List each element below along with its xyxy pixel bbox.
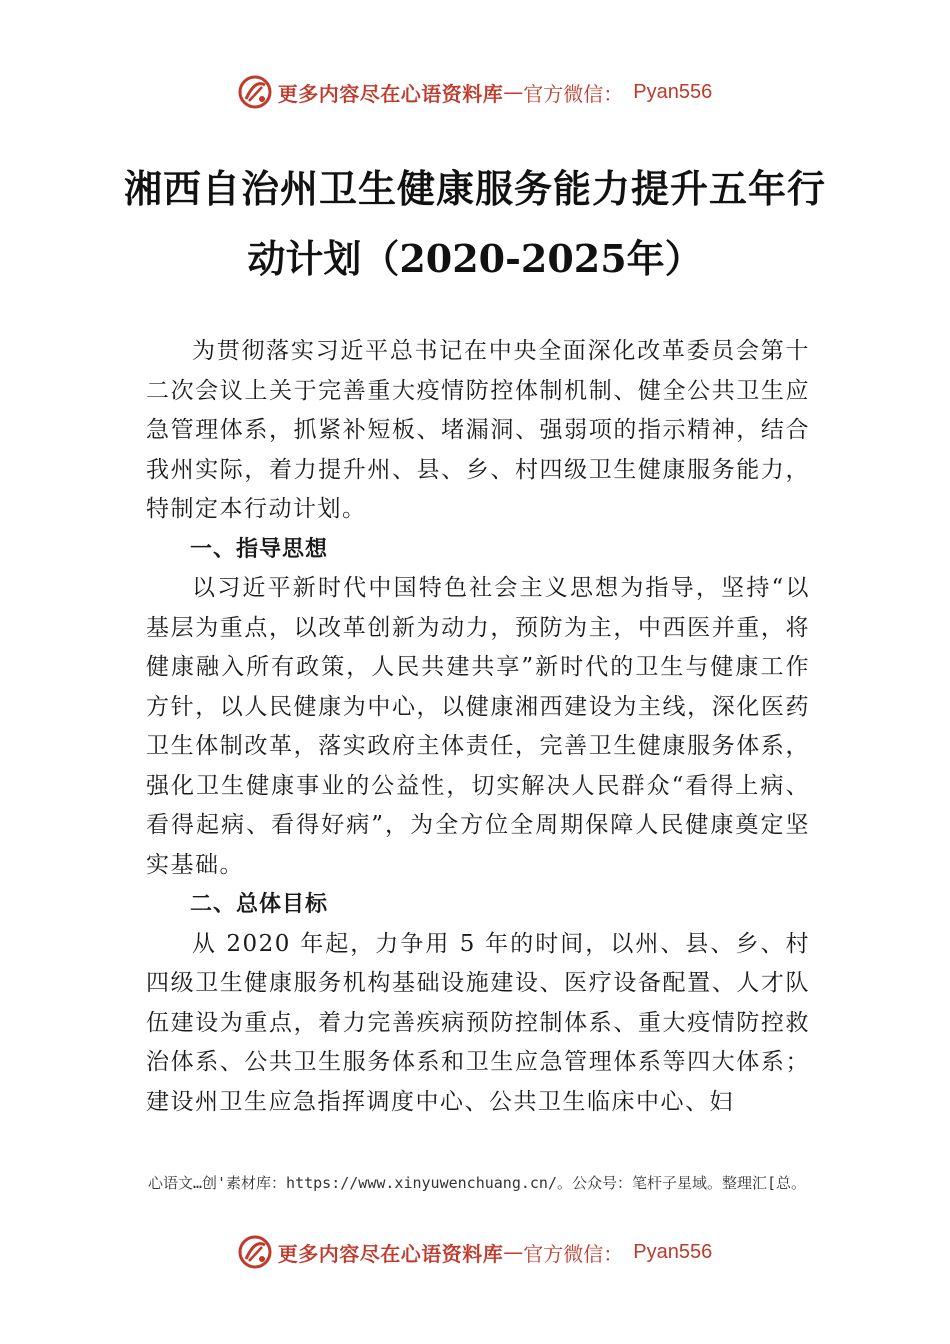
brand-logo-icon [238,1235,272,1269]
source-footnote: 心语文…创'素材库：https://www.xinyuwenchuang.cn/。公众号：笔杆子星域。整理汇[总。 [148,1174,807,1192]
banner-brand: 更多内容尽在心语资料库 [277,1241,504,1266]
footer-banner [0,1232,950,1272]
banner-brand: 更多内容尽在心语资料库 [277,81,504,106]
banner-separator: — [503,1240,524,1264]
banner-wechat-id: Pyan556 [633,80,713,103]
banner-wechat-label: 官方微信： [523,1241,624,1266]
document-title-line1: 湘西自治州卫生健康服务能力提升五年行 [123,166,826,211]
document-title-line2: 动计划（2020-2025年） [247,236,703,281]
intro-paragraph: 为贯彻落实习近平总书记在中央全面深化改革委员会第十二次会议上关于完善重大疫情防控体制机制、健全公共卫生应急管理体系，抓紧补短板、堵漏洞、强弱项的指示精神，结合我州实际，着力提升州、县、乡、村四级卫生健康服务能力，特制定本行动计划。 [146,338,810,522]
banner-separator: — [503,80,524,104]
section-heading-guiding-ideology: 一、指导思想 [190,536,329,562]
brand-logo-icon [238,75,272,109]
guiding-ideology-paragraph: 以习近平新时代中国特色社会主义思想为指导，坚持“以基层为重点，以改革创新为动力，预防为主，中西医并重，将健康融入所有政策，人民共建共享”新时代的卫生与健康工作方针，以人民健康为中心，以健康湘西建设为主线，深化医药卫生体制改革，落实政府主体责任，完善卫生健康服务体系，强化卫生健康事业的公益性，切实解决人民群众“看得上病、看得起病、看得好病”，为全方位全周期保障人民健康奠定坚实基础。 [146,575,810,878]
overall-goals-paragraph: 从 2020 年起，力争用 5 年的时间，以州、县、乡、村四级卫生健康服务机构基础设施建设、医疗设备配置、人才队伍建设为重点，着力完善疾病预防控制体系、重大疫情防控救治体系、公共卫生服务体系和卫生应急管理体系等四大体系；建设州卫生应急指挥调度中心、公共卫生临床中心、妇 [146,930,810,1115]
banner-wechat-id: Pyan556 [633,1240,713,1263]
section-heading-overall-goals: 二、总体目标 [190,892,329,917]
header-banner [0,72,950,112]
banner-wechat-label: 官方微信： [523,81,624,106]
document-body [146,332,810,1122]
